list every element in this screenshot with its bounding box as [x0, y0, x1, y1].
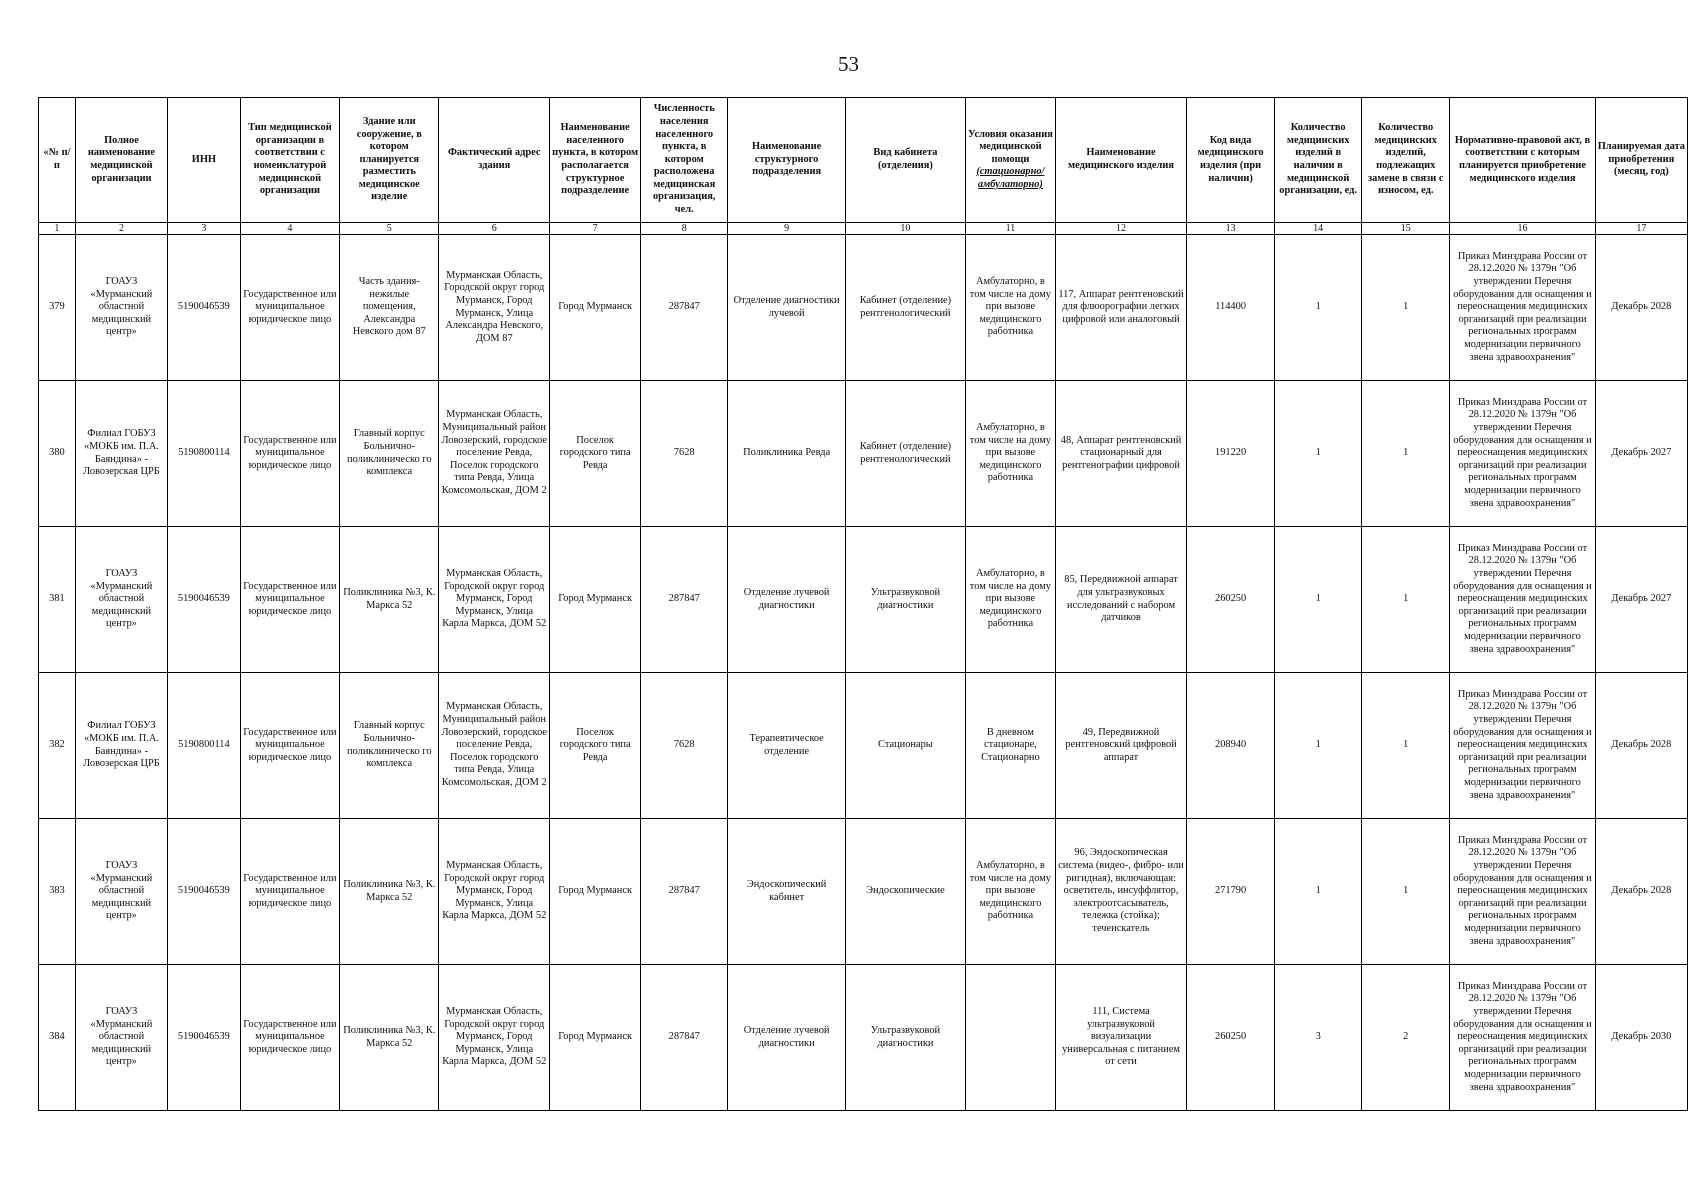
column-number-cell: 10 — [846, 223, 966, 235]
legal-act-cell: Приказ Минздрава России от 28.12.2020 № 1379н "Об утверждении Перечня оборудования для оснащения и переоснащения медицинских организаций при реализации региональных программ модернизации первичного звена здравоохранения" — [1450, 527, 1595, 673]
org-type-cell: Государственное или муниципальное юридическое лицо — [240, 819, 339, 965]
cabinet-cell: Кабинет (отделение) рентгенологический — [846, 235, 966, 381]
date-cell: Декабрь 2027 — [1595, 527, 1687, 673]
header-cell: Тип медицинской организации в соответствии с номенклатурой медицинской организации — [240, 98, 339, 223]
locality-cell: Город Мурманск — [550, 235, 641, 381]
conditions-cell: В дневном стационаре, Стационарно — [965, 673, 1055, 819]
row-number-cell: 384 — [39, 965, 76, 1111]
conditions-cell — [965, 965, 1055, 1111]
date-cell: Декабрь 2030 — [1595, 965, 1687, 1111]
table-row — [39, 965, 1688, 1111]
locality-cell: Поселок городского типа Ревда — [550, 673, 641, 819]
inn-cell: 5190046539 — [168, 527, 241, 673]
header-cell-conditions — [965, 98, 1055, 223]
device-cell: 85, Передвижной аппарат для ультразвуковых исследований с набором датчиков — [1055, 527, 1186, 673]
legal-act-cell: Приказ Минздрава России от 28.12.2020 № 1379н "Об утверждении Перечня оборудования для оснащения и переоснащения медицинских организаций при реализации региональных программ модернизации первичного звена здравоохранения" — [1450, 819, 1595, 965]
code-cell: 114400 — [1187, 235, 1275, 381]
org-type-cell: Государственное или муниципальное юридическое лицо — [240, 673, 339, 819]
header-cell: Наименование населенного пункта, в котором располагается структурное подразделение — [550, 98, 641, 223]
column-number-cell: 15 — [1362, 223, 1450, 235]
table-row — [39, 673, 1688, 819]
table-row — [39, 819, 1688, 965]
building-cell: Часть здания- нежилые помещения, Александра Невского дом 87 — [340, 235, 439, 381]
qty-replace-cell: 1 — [1362, 527, 1450, 673]
column-number-cell: 9 — [728, 223, 846, 235]
header-row — [39, 98, 1688, 223]
subdivision-cell: Поликлиника Ревда — [728, 381, 846, 527]
cabinet-cell: Кабинет (отделение) рентгенологический — [846, 381, 966, 527]
population-cell: 287847 — [641, 235, 728, 381]
header-cell: Нормативно-правовой акт, в соответствии с которым планируется приобретение медицинского изделия — [1450, 98, 1595, 223]
cabinet-cell: Стационары — [846, 673, 966, 819]
subdivision-cell: Отделение лучевой диагностики — [728, 527, 846, 673]
header-cell: Полное наименование медицинской организации — [75, 98, 167, 223]
subdivision-cell: Отделение лучевой диагностики — [728, 965, 846, 1111]
column-number-cell: 7 — [550, 223, 641, 235]
equipment-table — [38, 97, 1688, 1111]
org-type-cell: Государственное или муниципальное юридическое лицо — [240, 965, 339, 1111]
qty-available-cell: 1 — [1275, 381, 1362, 527]
header-cell: Планируемая дата приобретения (месяц, год) — [1595, 98, 1687, 223]
population-cell: 287847 — [641, 965, 728, 1111]
header-cell: Вид кабинета (отделения) — [846, 98, 966, 223]
building-cell: Поликлиника №3, К. Маркса 52 — [340, 819, 439, 965]
legal-act-cell: Приказ Минздрава России от 28.12.2020 № 1379н "Об утверждении Перечня оборудования для оснащения и переоснащения медицинских организаций при реализации региональных программ модернизации первичного звена здравоохранения" — [1450, 381, 1595, 527]
qty-replace-cell: 1 — [1362, 235, 1450, 381]
qty-available-cell: 1 — [1275, 235, 1362, 381]
header-cell: Код вида медицинского изделия (при наличии) — [1187, 98, 1275, 223]
date-cell: Декабрь 2028 — [1595, 673, 1687, 819]
org-name-cell: ГОАУЗ «Мурманский областной медицинский центр» — [75, 527, 167, 673]
locality-cell: Город Мурманск — [550, 965, 641, 1111]
address-cell: Мурманская Область, Городской округ город Мурманск, Город Мурманск, Улица Карла Маркса, ДОМ 52 — [439, 819, 550, 965]
row-number-cell: 383 — [39, 819, 76, 965]
date-cell: Декабрь 2028 — [1595, 819, 1687, 965]
header-conditions-italic: (стационарно/ амбулаторно) — [976, 166, 1045, 190]
address-cell: Мурманская Область, Городской округ город Мурманск, Город Мурманск, Улица Карла Маркса, ДОМ 52 — [439, 527, 550, 673]
device-cell: 111, Система ультразвуковой визуализации универсальная с питанием от сети — [1055, 965, 1186, 1111]
column-number-row — [39, 223, 1688, 235]
table-row — [39, 235, 1688, 381]
row-number-cell: 380 — [39, 381, 76, 527]
legal-act-cell: Приказ Минздрава России от 28.12.2020 № 1379н "Об утверждении Перечня оборудования для оснащения и переоснащения медицинских организаций при реализации региональных программ модернизации первичного звена здравоохранения" — [1450, 673, 1595, 819]
population-cell: 7628 — [641, 381, 728, 527]
device-cell: 48, Аппарат рентгеновский стационарный для рентгенографии цифровой — [1055, 381, 1186, 527]
org-name-cell: ГОАУЗ «Мурманский областной медицинский центр» — [75, 819, 167, 965]
header-conditions-text: Условия оказания медицинской помощи — [967, 128, 1053, 165]
code-cell: 260250 — [1187, 527, 1275, 673]
date-cell: Декабрь 2028 — [1595, 235, 1687, 381]
header-cell: Численность населения населенного пункта, в котором расположена медицинская организация, чел. — [641, 98, 728, 223]
subdivision-cell: Эндоскопический кабинет — [728, 819, 846, 965]
header-cell: Фактический адрес здания — [439, 98, 550, 223]
conditions-cell: Амбулаторно, в том числе на дому при вызове медицинского работника — [965, 381, 1055, 527]
column-number-cell: 5 — [340, 223, 439, 235]
locality-cell: Поселок городского типа Ревда — [550, 381, 641, 527]
address-cell: Мурманская Область, Муниципальный район Ловозерский, городское поселение Ревда, Поселок городского типа Ревда, Улица Комсомольская, ДОМ 2 — [439, 381, 550, 527]
legal-act-cell: Приказ Минздрава России от 28.12.2020 № 1379н "Об утверждении Перечня оборудования для оснащения и переоснащения медицинских организаций при реализации региональных программ модернизации первичного звена здравоохранения" — [1450, 965, 1595, 1111]
qty-replace-cell: 2 — [1362, 965, 1450, 1111]
org-type-cell: Государственное или муниципальное юридическое лицо — [240, 527, 339, 673]
inn-cell: 5190046539 — [168, 235, 241, 381]
header-cell: Количество медицинских изделий в наличии в медицинской организации, ед. — [1275, 98, 1362, 223]
cabinet-cell: Ультразвуковой диагностики — [846, 965, 966, 1111]
org-name-cell: Филиал ГОБУЗ «МОКБ им. П.А. Баяндина» - Ловозерская ЦРБ — [75, 673, 167, 819]
qty-replace-cell: 1 — [1362, 673, 1450, 819]
subdivision-cell: Терапевтическое отделение — [728, 673, 846, 819]
column-number-cell: 13 — [1187, 223, 1275, 235]
column-number-cell: 6 — [439, 223, 550, 235]
header-cell: Наименование медицинского изделия — [1055, 98, 1186, 223]
date-cell: Декабрь 2027 — [1595, 381, 1687, 527]
building-cell: Главный корпус Больнично-поликлиническо го комплекса — [340, 673, 439, 819]
code-cell: 271790 — [1187, 819, 1275, 965]
row-number-cell: 382 — [39, 673, 76, 819]
header-cell: Здание или сооружение, в котором планируется разместить медицинское изделие — [340, 98, 439, 223]
qty-replace-cell: 1 — [1362, 381, 1450, 527]
inn-cell: 5190800114 — [168, 381, 241, 527]
device-cell: 49, Передвижной рентгеновский цифровой аппарат — [1055, 673, 1186, 819]
locality-cell: Город Мурманск — [550, 819, 641, 965]
table-row — [39, 527, 1688, 673]
column-number-cell: 11 — [965, 223, 1055, 235]
column-number-cell: 16 — [1450, 223, 1595, 235]
org-name-cell: ГОАУЗ «Мурманский областной медицинский центр» — [75, 235, 167, 381]
building-cell: Главный корпус Больнично-поликлиническо го комплекса — [340, 381, 439, 527]
conditions-cell: Амбулаторно, в том числе на дому при вызове медицинского работника — [965, 235, 1055, 381]
address-cell: Мурманская Область, Муниципальный район Ловозерский, городское поселение Ревда, Поселок городского типа Ревда, Улица Комсомольская, ДОМ 2 — [439, 673, 550, 819]
header-cell: Количество медицинских изделий, подлежащих замене в связи с износом, ед. — [1362, 98, 1450, 223]
population-cell: 7628 — [641, 673, 728, 819]
building-cell: Поликлиника №3, К. Маркса 52 — [340, 965, 439, 1111]
population-cell: 287847 — [641, 819, 728, 965]
qty-available-cell: 1 — [1275, 527, 1362, 673]
row-number-cell: 381 — [39, 527, 76, 673]
cabinet-cell: Ультразвуковой диагностики — [846, 527, 966, 673]
column-number-cell: 1 — [39, 223, 76, 235]
row-number-cell: 379 — [39, 235, 76, 381]
column-number-cell: 14 — [1275, 223, 1362, 235]
code-cell: 260250 — [1187, 965, 1275, 1111]
header-cell: «№ п/п — [39, 98, 76, 223]
address-cell: Мурманская Область, Городской округ город Мурманск, Город Мурманск, Улица Карла Маркса, ДОМ 52 — [439, 965, 550, 1111]
column-number-cell: 3 — [168, 223, 241, 235]
cabinet-cell: Эндоскопические — [846, 819, 966, 965]
legal-act-cell: Приказ Минздрава России от 28.12.2020 № 1379н "Об утверждении Перечня оборудования для оснащения и переоснащения медицинских организаций при реализации региональных программ модернизации первичного звена здравоохранения" — [1450, 235, 1595, 381]
locality-cell: Город Мурманск — [550, 527, 641, 673]
column-number-cell: 8 — [641, 223, 728, 235]
header-cell: Наименование структурного подразделения — [728, 98, 846, 223]
page-number: 53 — [838, 52, 859, 76]
org-type-cell: Государственное или муниципальное юридическое лицо — [240, 235, 339, 381]
code-cell: 191220 — [1187, 381, 1275, 527]
device-cell: 117, Аппарат рентгеновский для флюорографии легких цифровой или аналоговый — [1055, 235, 1186, 381]
column-number-cell: 4 — [240, 223, 339, 235]
column-number-cell: 17 — [1595, 223, 1687, 235]
column-number-cell: 2 — [75, 223, 167, 235]
qty-available-cell: 1 — [1275, 673, 1362, 819]
header-cell: ИНН — [168, 98, 241, 223]
code-cell: 208940 — [1187, 673, 1275, 819]
org-name-cell: Филиал ГОБУЗ «МОКБ им. П.А. Баяндина» - Ловозерская ЦРБ — [75, 381, 167, 527]
inn-cell: 5190800114 — [168, 673, 241, 819]
subdivision-cell: Отделение диагностики лучевой — [728, 235, 846, 381]
qty-available-cell: 1 — [1275, 819, 1362, 965]
inn-cell: 5190046539 — [168, 819, 241, 965]
qty-replace-cell: 1 — [1362, 819, 1450, 965]
conditions-cell: Амбулаторно, в том числе на дому при вызове медицинского работника — [965, 819, 1055, 965]
building-cell: Поликлиника №3, К. Маркса 52 — [340, 527, 439, 673]
table-row — [39, 381, 1688, 527]
column-number-cell: 12 — [1055, 223, 1186, 235]
device-cell: 96, Эндоскопическая система (видео-, фибро- или ригидная), включающая: осветитель, инсуффлятор, электроотсасыватель, тележка (стойка); течеискатель — [1055, 819, 1186, 965]
inn-cell: 5190046539 — [168, 965, 241, 1111]
conditions-cell: Амбулаторно, в том числе на дому при вызове медицинского работника — [965, 527, 1055, 673]
address-cell: Мурманская Область, Городской округ город Мурманск, Город Мурманск, Улица Александра Невского, ДОМ 87 — [439, 235, 550, 381]
org-name-cell: ГОАУЗ «Мурманский областной медицинский центр» — [75, 965, 167, 1111]
population-cell: 287847 — [641, 527, 728, 673]
org-type-cell: Государственное или муниципальное юридическое лицо — [240, 381, 339, 527]
qty-available-cell: 3 — [1275, 965, 1362, 1111]
